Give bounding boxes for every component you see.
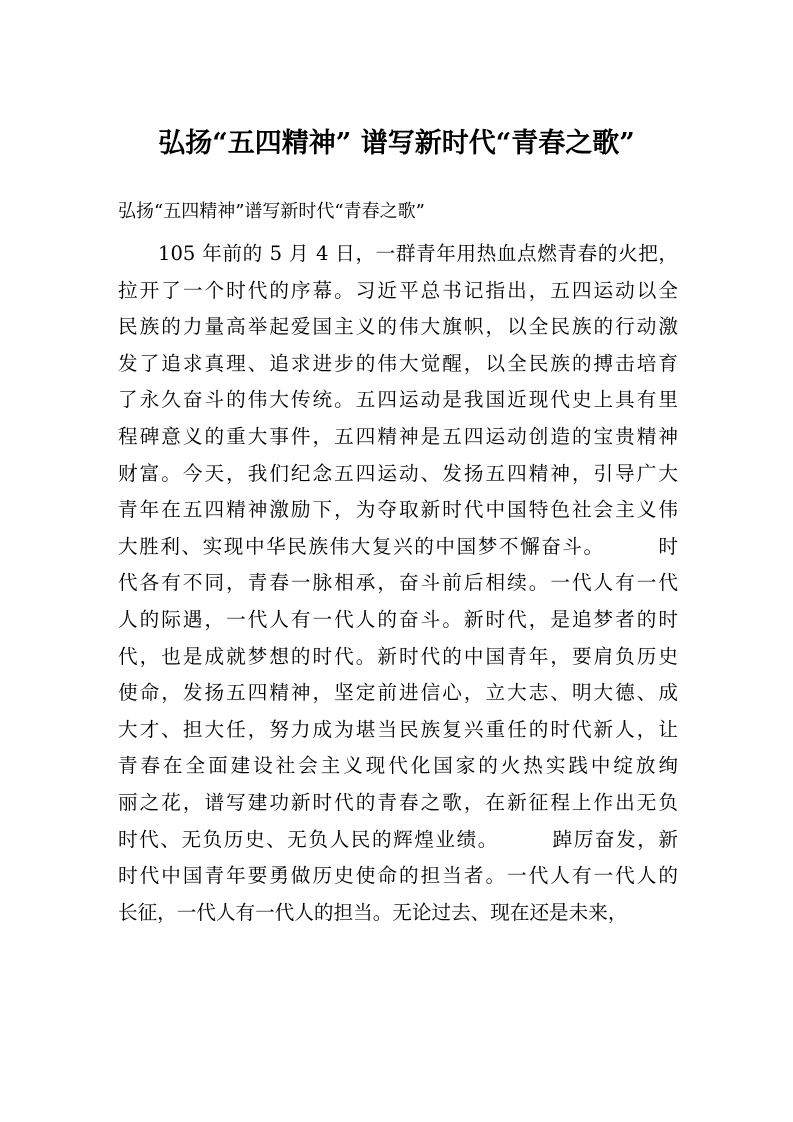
body-line: 代各有不同，青春一脉相承，奋斗前后相续。一代人有一代	[118, 571, 678, 595]
body-line: 青年在五四精神激励下，为夺取新时代中国特色社会主义伟	[118, 498, 678, 522]
body-line: 使命，发扬五四精神，坚定前进信心，立大志、明大德、成	[118, 681, 678, 705]
body-line: 105 年前的 5 月 4 日，一群青年用热血点燃青春的火把，	[158, 242, 678, 265]
body-line: 长征，一代人有一代人的担当。无论过去、现在还是未来，	[118, 900, 628, 924]
body-line: 大胜利、实现中华民族伟大复兴的中国梦不懈奋斗。 时	[118, 534, 678, 558]
document-title: 弘扬“五四精神” 谱写新时代“青春之歌”	[158, 128, 635, 159]
body-line: 民族的力量高举起爱国主义的伟大旗帜，以全民族的行动激	[118, 315, 678, 339]
body-line: 人的际遇，一代人有一代人的奋斗。新时代，是追梦者的时	[118, 607, 678, 631]
body-line: 了永久奋斗的伟大传统。五四运动是我国近现代史上具有里	[118, 388, 678, 412]
body-line: 时代、无负历史、无负人民的辉煌业绩。 踔厉奋发，新	[118, 827, 678, 851]
body-line: 发了追求真理、追求进步的伟大觉醒，以全民族的搏击培育	[118, 351, 678, 375]
body-line: 丽之花，谱写建功新时代的青春之歌，在新征程上作出无负	[118, 790, 678, 814]
body-line: 拉开了一个时代的序幕。习近平总书记指出，五四运动以全	[118, 278, 678, 302]
body-line: 财富。今天，我们纪念五四运动、发扬五四精神，引导广大	[118, 461, 678, 485]
document-body	[118, 236, 678, 931]
document-subtitle: 弘扬“五四精神”谱写新时代“青春之歌”	[118, 201, 425, 222]
body-line: 青春在全面建设社会主义现代化国家的火热实践中绽放绚	[118, 754, 678, 778]
body-line: 程碑意义的重大事件，五四精神是五四运动创造的宝贵精神	[118, 424, 678, 448]
body-line: 大才、担大任，努力成为堪当民族复兴重任的时代新人，让	[118, 717, 678, 741]
body-line: 时代中国青年要勇做历史使命的担当者。一代人有一代人的	[118, 864, 678, 888]
body-line: 代，也是成就梦想的时代。新时代的中国青年，要肩负历史	[118, 644, 678, 668]
